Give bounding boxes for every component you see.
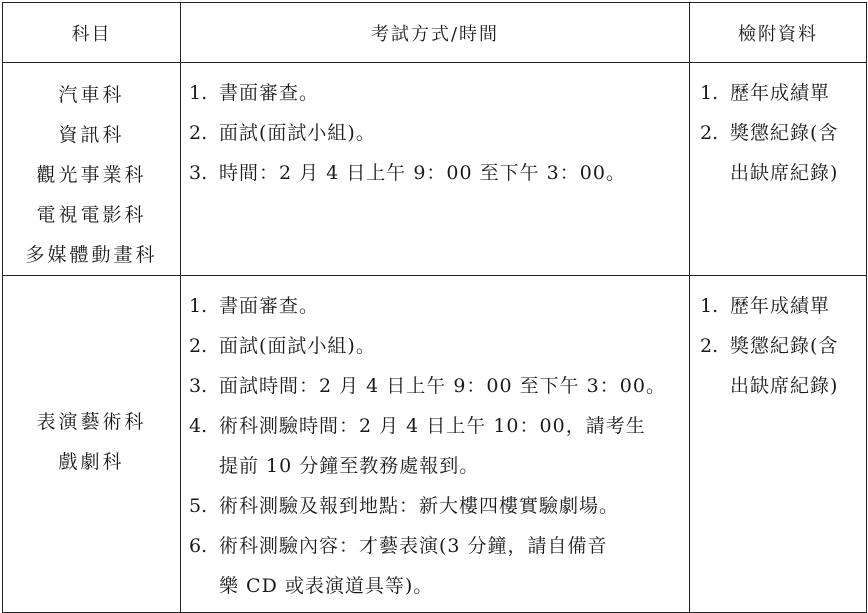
item-continuation: 出缺席紀錄) [730,162,839,184]
admission-schedule-table [2,2,867,613]
attachment-item [690,113,866,153]
item-text: 歷年成績單 [730,82,831,104]
attachments-cell [690,276,867,613]
item-text: 術科測驗時間：2 月 4 日上午 10：00，請考生 [219,415,646,437]
subject-name: 戲劇科 [58,451,125,473]
item-continuation: 提前 10 分鐘至教務處報到。 [219,455,480,477]
subject-name: 觀光事業科 [36,164,147,186]
header-subject: 科目 [3,3,181,63]
item-text: 面試(面試小組)。 [219,122,376,144]
method-cell [181,276,690,613]
header-attachments: 檢附資料 [690,3,867,63]
item-number: 1. [189,295,208,317]
item-continuation: 樂 CD 或表演道具等)。 [219,575,434,597]
header-method: 考試方式/時間 [181,3,690,63]
item-number: 2. [700,335,719,357]
item-text: 書面審查。 [219,82,320,104]
header-row [3,3,867,63]
item-number: 2. [700,122,719,144]
item-text: 書面審查。 [219,295,320,317]
method-item [181,286,689,326]
method-item [181,73,689,113]
method-item [181,153,689,193]
method-item [181,366,689,406]
item-number: 5. [189,495,208,517]
item-continuation: 出缺席紀錄) [730,375,839,397]
item-number: 3. [189,162,208,184]
item-number: 3. [189,375,208,397]
method-item [181,326,689,366]
subject-cell [3,63,181,276]
subject-name: 資訊科 [58,124,125,146]
attachment-item [690,73,866,113]
item-number: 1. [700,295,719,317]
item-number: 6. [189,535,208,557]
method-item [181,406,689,446]
attachment-item [690,326,866,366]
attachments-cell [690,63,867,276]
item-text: 術科測驗內容：才藝表演(3 分鐘，請自備音 [219,535,608,557]
item-number: 2. [189,122,208,144]
item-text: 歷年成績單 [730,295,831,317]
item-number: 1. [189,82,208,104]
table-row [3,63,867,276]
item-number: 4. [189,415,208,437]
attachment-item [690,286,866,326]
item-number: 2. [189,335,208,357]
subject-name: 汽車科 [58,84,125,106]
item-text: 術科測驗及報到地點：新大樓四樓實驗劇場。 [219,495,620,517]
method-item [181,486,689,526]
subject-cell [3,276,181,613]
method-item [181,526,689,566]
method-cell [181,63,690,276]
item-text: 面試時間：2 月 4 日上午 9：00 至下午 3：00。 [219,375,666,397]
item-text: 面試(面試小組)。 [219,335,376,357]
method-item [181,113,689,153]
item-text: 時間：2 月 4 日上午 9：00 至下午 3：00。 [219,162,626,184]
subject-name: 表演藝術科 [36,411,147,433]
item-text: 獎懲紀錄(含 [730,122,839,144]
item-text: 獎懲紀錄(含 [730,335,839,357]
subject-name: 多媒體動畫科 [25,244,158,266]
item-number: 1. [700,82,719,104]
table-row [3,276,867,613]
subject-name: 電視電影科 [36,204,147,226]
